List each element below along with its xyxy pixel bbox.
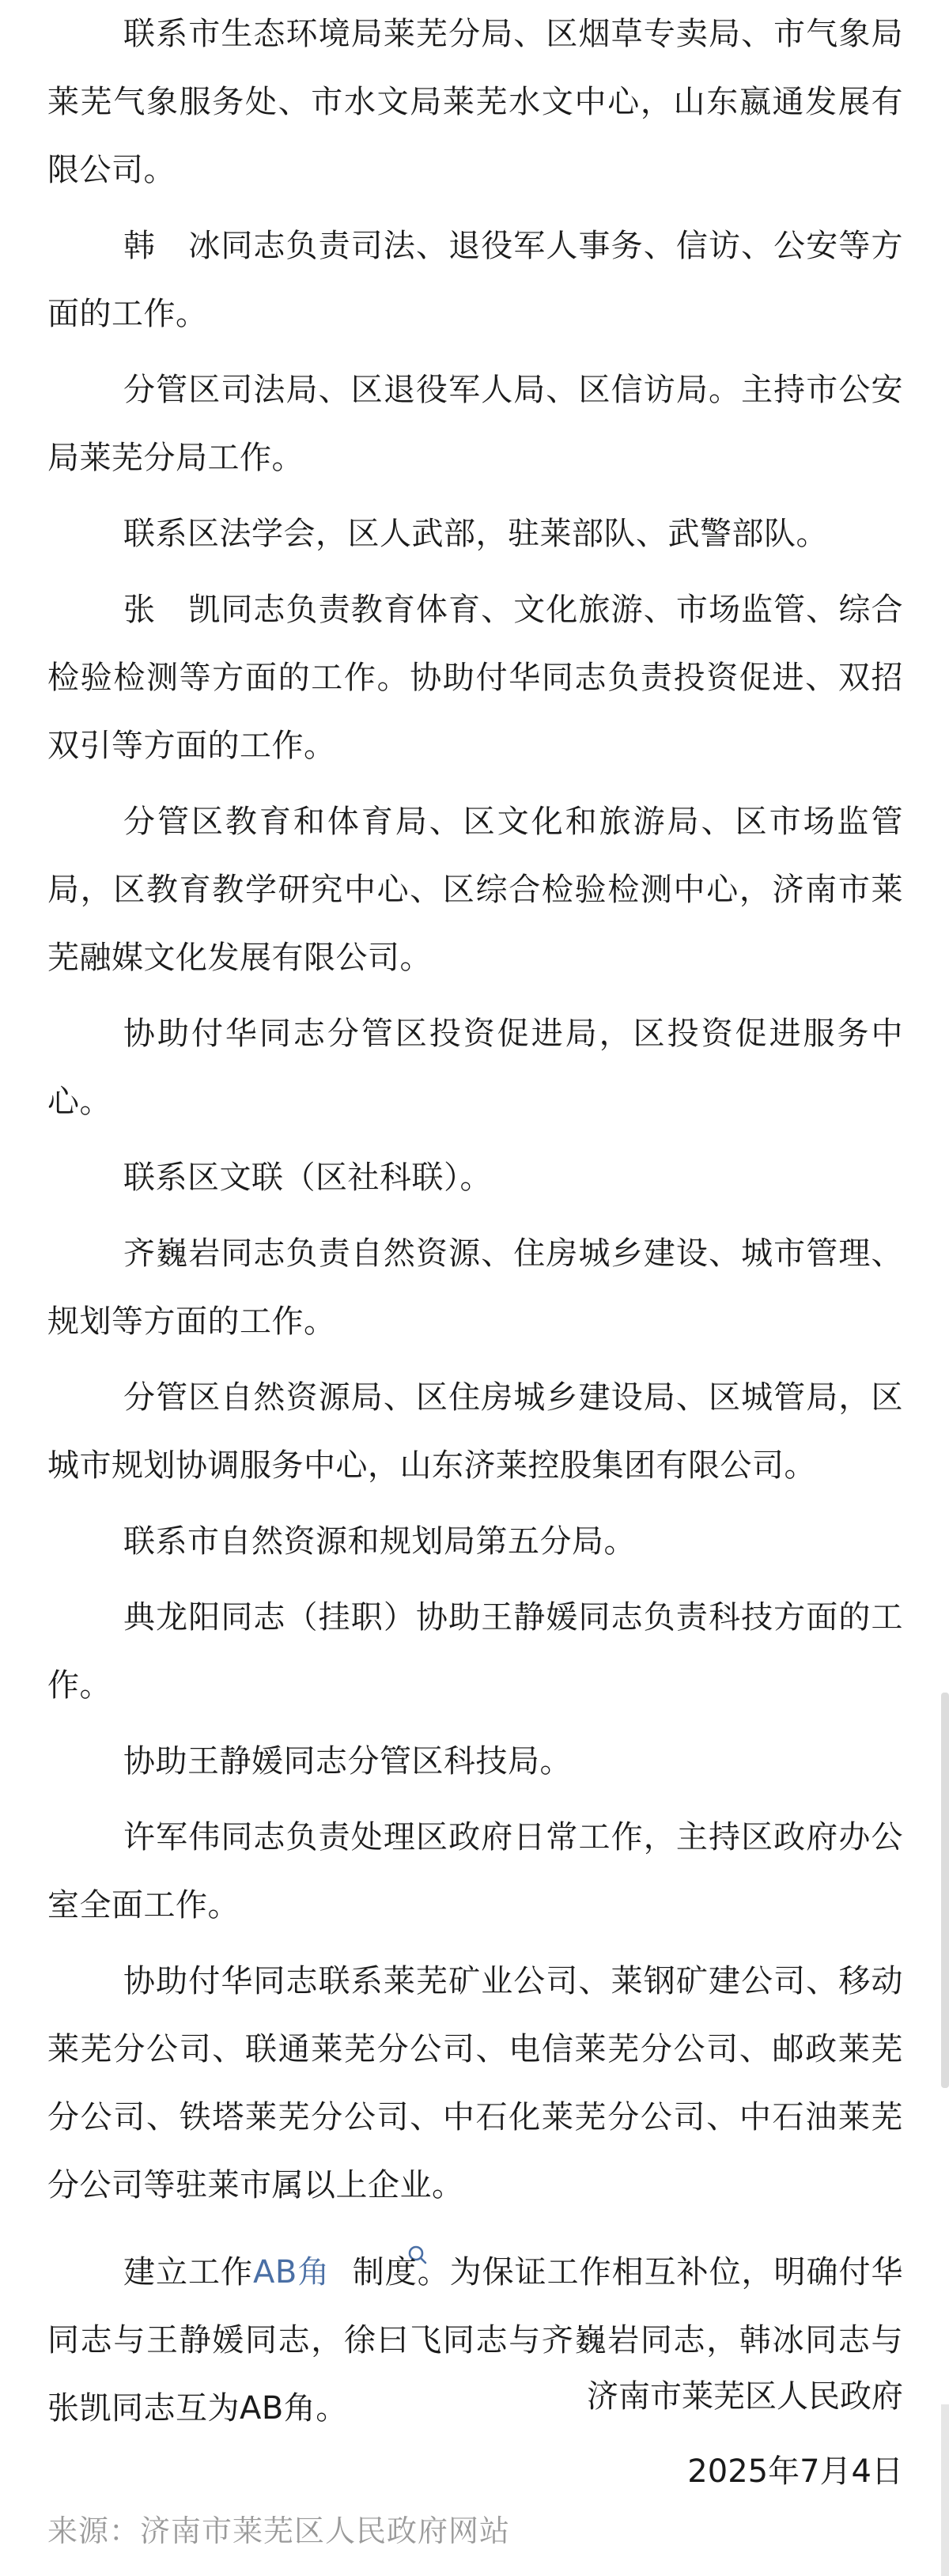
scrollbar-track[interactable]	[941, 2404, 949, 2576]
paragraph: 韩 冰同志负责司法、退役军人事务、信访、公安等方面的工作。	[47, 228, 903, 332]
paragraph: 分管区司法局、区退役军人局、区信访局。主持市公安局莱芜分局工作。	[47, 372, 903, 476]
paragraph: 许军伟同志负责处理区政府日常工作，主持区政府办公室全面工作。	[47, 1819, 903, 1923]
paragraph: 分管区自然资源局、区住房城乡建设局、区城管局，区城市规划协调服务中心，山东济莱控股集团有限公司。	[47, 1379, 903, 1484]
paragraph: 典龙阳同志（挂职）协助王静媛同志负责科技方面的工作。	[47, 1599, 903, 1704]
paragraph: 联系区文联（区社科联）。	[123, 1159, 492, 1196]
signature-date: 2025年7月4日	[687, 2453, 903, 2490]
scrollbar-thumb[interactable]	[941, 1693, 949, 2088]
source-note: 来源：济南市莱芜区人民政府网站	[47, 2514, 511, 2548]
paragraph: 张 凯同志负责教育体育、文化旅游、市场监管、综合检验检测等方面的工作。协助付华同志负责投资促进、双招双引等方面的工作。	[47, 592, 903, 764]
signature-organization: 济南市莱芜区人民政府	[587, 2378, 903, 2415]
ab-role-term-link[interactable]: AB角	[252, 2254, 331, 2290]
paragraph: 齐巍岩同志负责自然资源、住房城乡建设、城市管理、规划等方面的工作。	[47, 1235, 903, 1340]
search-icon[interactable]	[331, 2227, 352, 2254]
paragraph: 联系区法学会，区人武部，驻莱部队、武警部队。	[123, 516, 828, 552]
paragraph: 协助付华同志联系莱芜矿业公司、莱钢矿建公司、移动莱芜分公司、联通莱芜分公司、电信莱芜分公司、邮政莱芜分公司、铁塔莱芜分公司、中石化莱芜分公司、中石油莱芜分公司等驻莱市属以上企业。	[47, 1963, 903, 2203]
article-body	[47, 0, 903, 2442]
paragraph: 协助付华同志分管区投资促进局，区投资促进服务中心。	[47, 1016, 903, 1120]
paragraph: 联系市生态环境局莱芜分局、区烟草专卖局、市气象局莱芜气象服务处、市水文局莱芜水文中心，山东嬴通发展有限公司。	[47, 16, 903, 188]
paragraph: 分管区教育和体育局、区文化和旅游局、区市场监管局，区教育教学研究中心、区综合检验检测中心，济南市莱芜融媒文化发展有限公司。	[47, 804, 903, 976]
paragraph: 联系市自然资源和规划局第五分局。	[123, 1523, 636, 1560]
paragraph-text: 制度。为保证工作相互补位，明确付华同志与王静媛同志，徐曰飞同志与齐巍岩同志，韩冰同志与张凯同志互为AB角。	[47, 2254, 904, 2427]
paragraph: 协助王静媛同志分管区科技局。	[123, 1743, 572, 1780]
paragraph-text: 建立工作	[123, 2254, 253, 2290]
